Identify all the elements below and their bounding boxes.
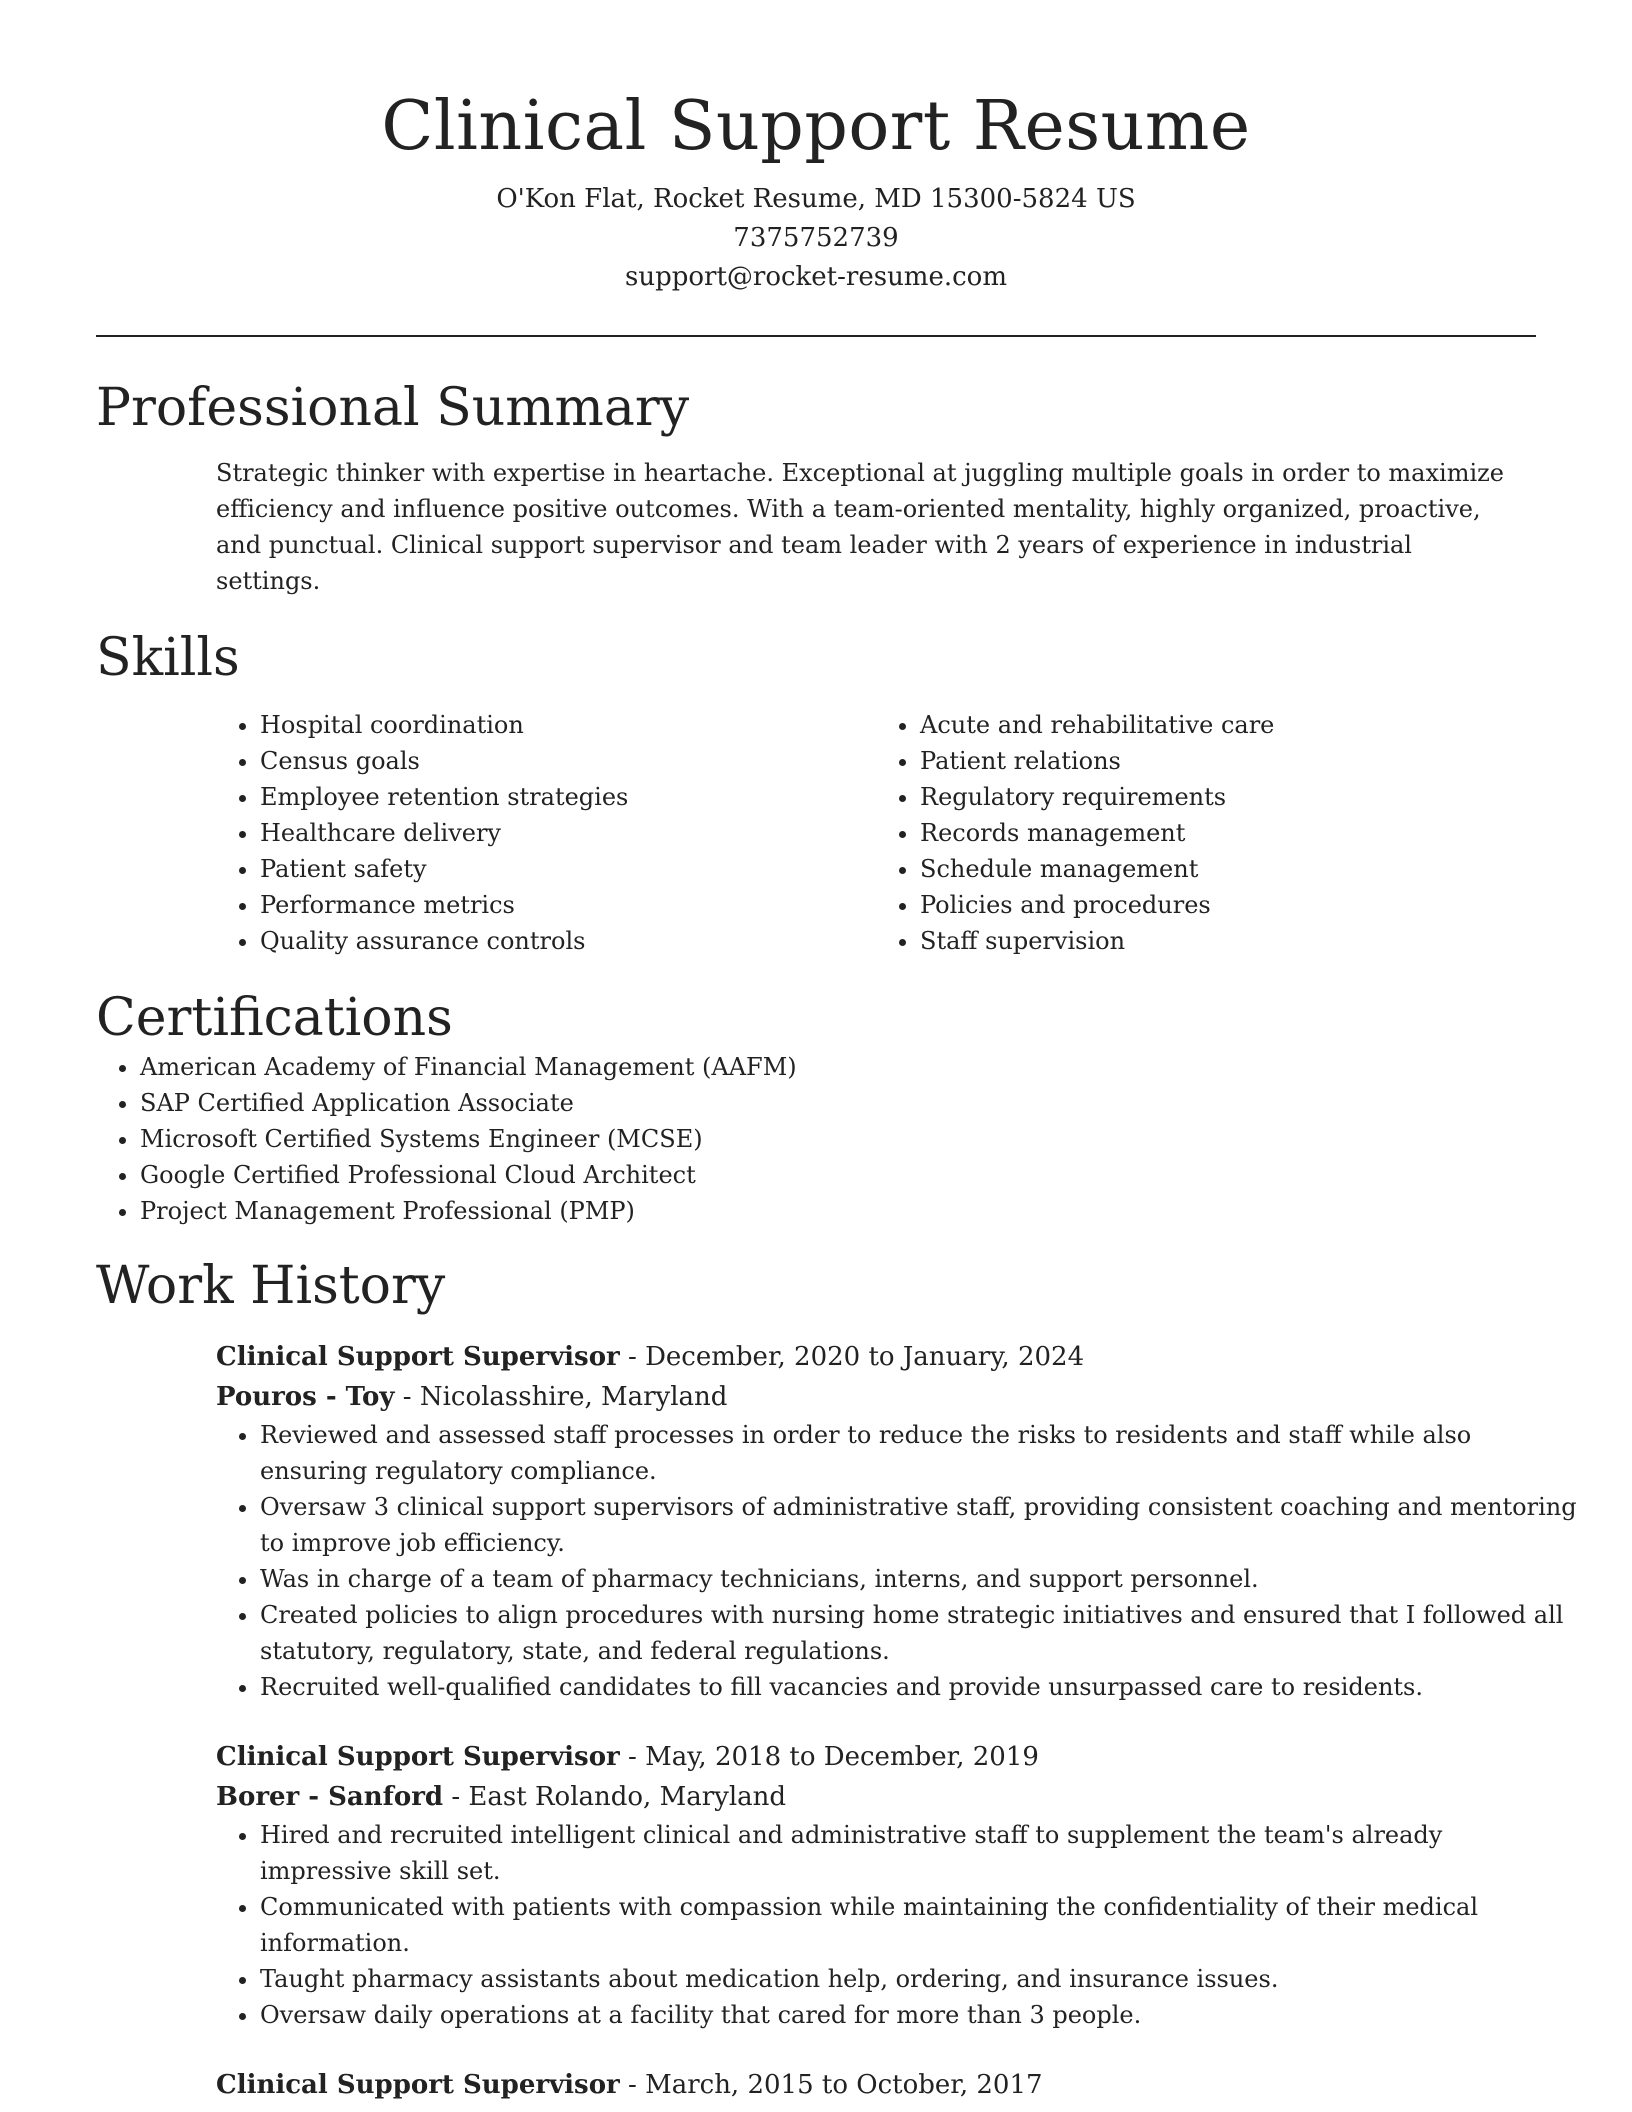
job-duty: • Recruited well-qualified candidates to fill vacancies and provide unsurpassed care to residents. bbox=[260, 1669, 1580, 1705]
job-dates: December, 2020 to January, 2024 bbox=[645, 1342, 1085, 1372]
certification-item: • SAP Certified Application Associate bbox=[140, 1085, 1536, 1121]
skill-item: • Records management bbox=[920, 815, 1536, 851]
skills-section bbox=[96, 627, 1536, 959]
contact-email: support@rocket-resume.com bbox=[624, 262, 1007, 292]
job-dates: May, 2018 to December, 2019 bbox=[645, 1742, 1039, 1772]
skill-item: • Staff supervision bbox=[920, 923, 1536, 959]
summary-text: Strategic thinker with expertise in heartache. Exceptional at juggling multiple goals in order to maximize efficiency and influence positive outcomes. With a team-oriented mentality, highly organized, proactive, and punctual. Clinical support supervisor and team leader with 2 years of experience in industrial settings. bbox=[216, 459, 1504, 595]
certification-item: • Microsoft Certified Systems Engineer (MCSE) bbox=[140, 1121, 1536, 1157]
company-name: Pouros - Toy bbox=[216, 1382, 395, 1412]
job-title: Clinical Support Supervisor bbox=[216, 1342, 620, 1372]
separator: - bbox=[619, 1342, 646, 1372]
certification-item: • Google Certified Professional Cloud Architect bbox=[140, 1157, 1536, 1193]
skill-item: • Quality assurance controls bbox=[260, 923, 876, 959]
skills-left-list bbox=[216, 707, 876, 959]
separator: - bbox=[443, 1782, 469, 1812]
skill-item: • Schedule management bbox=[920, 851, 1536, 887]
job-title: Clinical Support Supervisor bbox=[216, 1742, 620, 1772]
job-duties-list bbox=[216, 1417, 1580, 1705]
separator: - bbox=[394, 1382, 420, 1412]
contact-block bbox=[96, 180, 1536, 297]
work-history-heading: Work History bbox=[96, 1256, 446, 1316]
job-title: Clinical Support Supervisor bbox=[216, 2070, 620, 2100]
skill-item: • Patient relations bbox=[920, 743, 1536, 779]
skill-item: • Census goals bbox=[260, 743, 876, 779]
job-entry bbox=[216, 1337, 1577, 1705]
job-duty: • Created policies to align procedures with nursing home strategic initiatives and ensured that I followed all statutory, regulatory, state, and federal regulations. bbox=[260, 1597, 1580, 1669]
certifications-list bbox=[96, 1049, 1536, 1229]
certifications-section bbox=[96, 987, 1536, 1229]
summary-heading: Professional Summary bbox=[96, 378, 690, 438]
job-title-line bbox=[216, 1337, 1536, 1377]
resume-title: Clinical Support Resume bbox=[381, 87, 1251, 166]
company-name: Borer - Sanford bbox=[216, 1782, 444, 1812]
skill-item: • Policies and procedures bbox=[920, 887, 1536, 923]
skills-heading: Skills bbox=[96, 628, 240, 688]
job-duties-list bbox=[216, 1817, 1580, 2033]
job-duty: • Oversaw daily operations at a facility that cared for more than 3 people. bbox=[260, 1997, 1580, 2033]
job-location: East Rolando, Maryland bbox=[468, 1782, 787, 1812]
certification-item: • Project Management Professional (PMP) bbox=[140, 1193, 1536, 1229]
work-history-section bbox=[96, 1255, 1577, 2105]
resume-header bbox=[96, 0, 1536, 297]
job-duty: • Communicated with patients with compassion while maintaining the confidentiality of their medical information. bbox=[260, 1889, 1580, 1961]
certification-item: • American Academy of Financial Management (AAFM) bbox=[140, 1049, 1536, 1085]
job-company-line bbox=[216, 1377, 1536, 1417]
skill-item: • Regulatory requirements bbox=[920, 779, 1536, 815]
skill-item: • Performance metrics bbox=[260, 887, 876, 923]
skills-right-list bbox=[876, 707, 1536, 959]
separator: - bbox=[619, 1742, 646, 1772]
job-title-line bbox=[216, 2065, 1536, 2105]
contact-address: O'Kon Flat, Rocket Resume, MD 15300-5824 US bbox=[496, 184, 1136, 214]
skills-columns bbox=[216, 707, 1536, 959]
resume-page bbox=[96, 0, 1577, 2105]
job-company-line bbox=[216, 1777, 1536, 1817]
certifications-heading: Certifications bbox=[96, 988, 453, 1048]
job-title-line bbox=[216, 1737, 1536, 1777]
skill-item: • Acute and rehabilitative care bbox=[920, 707, 1536, 743]
skill-item: • Employee retention strategies bbox=[260, 779, 876, 815]
job-duty: • Reviewed and assessed staff processes in order to reduce the risks to residents and staff while also ensuring regulatory compliance. bbox=[260, 1417, 1580, 1489]
job-duty: • Oversaw 3 clinical support supervisors of administrative staff, providing consistent coaching and mentoring to improve job efficiency. bbox=[260, 1489, 1580, 1561]
job-duty: • Hired and recruited intelligent clinical and administrative staff to supplement the team's already impressive skill set. bbox=[260, 1817, 1580, 1889]
contact-phone: 7375752739 bbox=[733, 223, 899, 253]
job-duty: • Taught pharmacy assistants about medication help, ordering, and insurance issues. bbox=[260, 1961, 1580, 1997]
header-divider bbox=[96, 335, 1536, 337]
summary-section bbox=[96, 377, 1536, 599]
job-dates: March, 2015 to October, 2017 bbox=[645, 2070, 1043, 2100]
job-location: Nicolasshire, Maryland bbox=[419, 1382, 728, 1412]
job-duty: • Was in charge of a team of pharmacy technicians, interns, and support personnel. bbox=[260, 1561, 1580, 1597]
job-entry bbox=[216, 1737, 1536, 2033]
skill-item: • Patient safety bbox=[260, 851, 876, 887]
job-entry bbox=[216, 2065, 1536, 2105]
separator: - bbox=[619, 2070, 646, 2100]
skill-item: • Healthcare delivery bbox=[260, 815, 876, 851]
skill-item: • Hospital coordination bbox=[260, 707, 876, 743]
